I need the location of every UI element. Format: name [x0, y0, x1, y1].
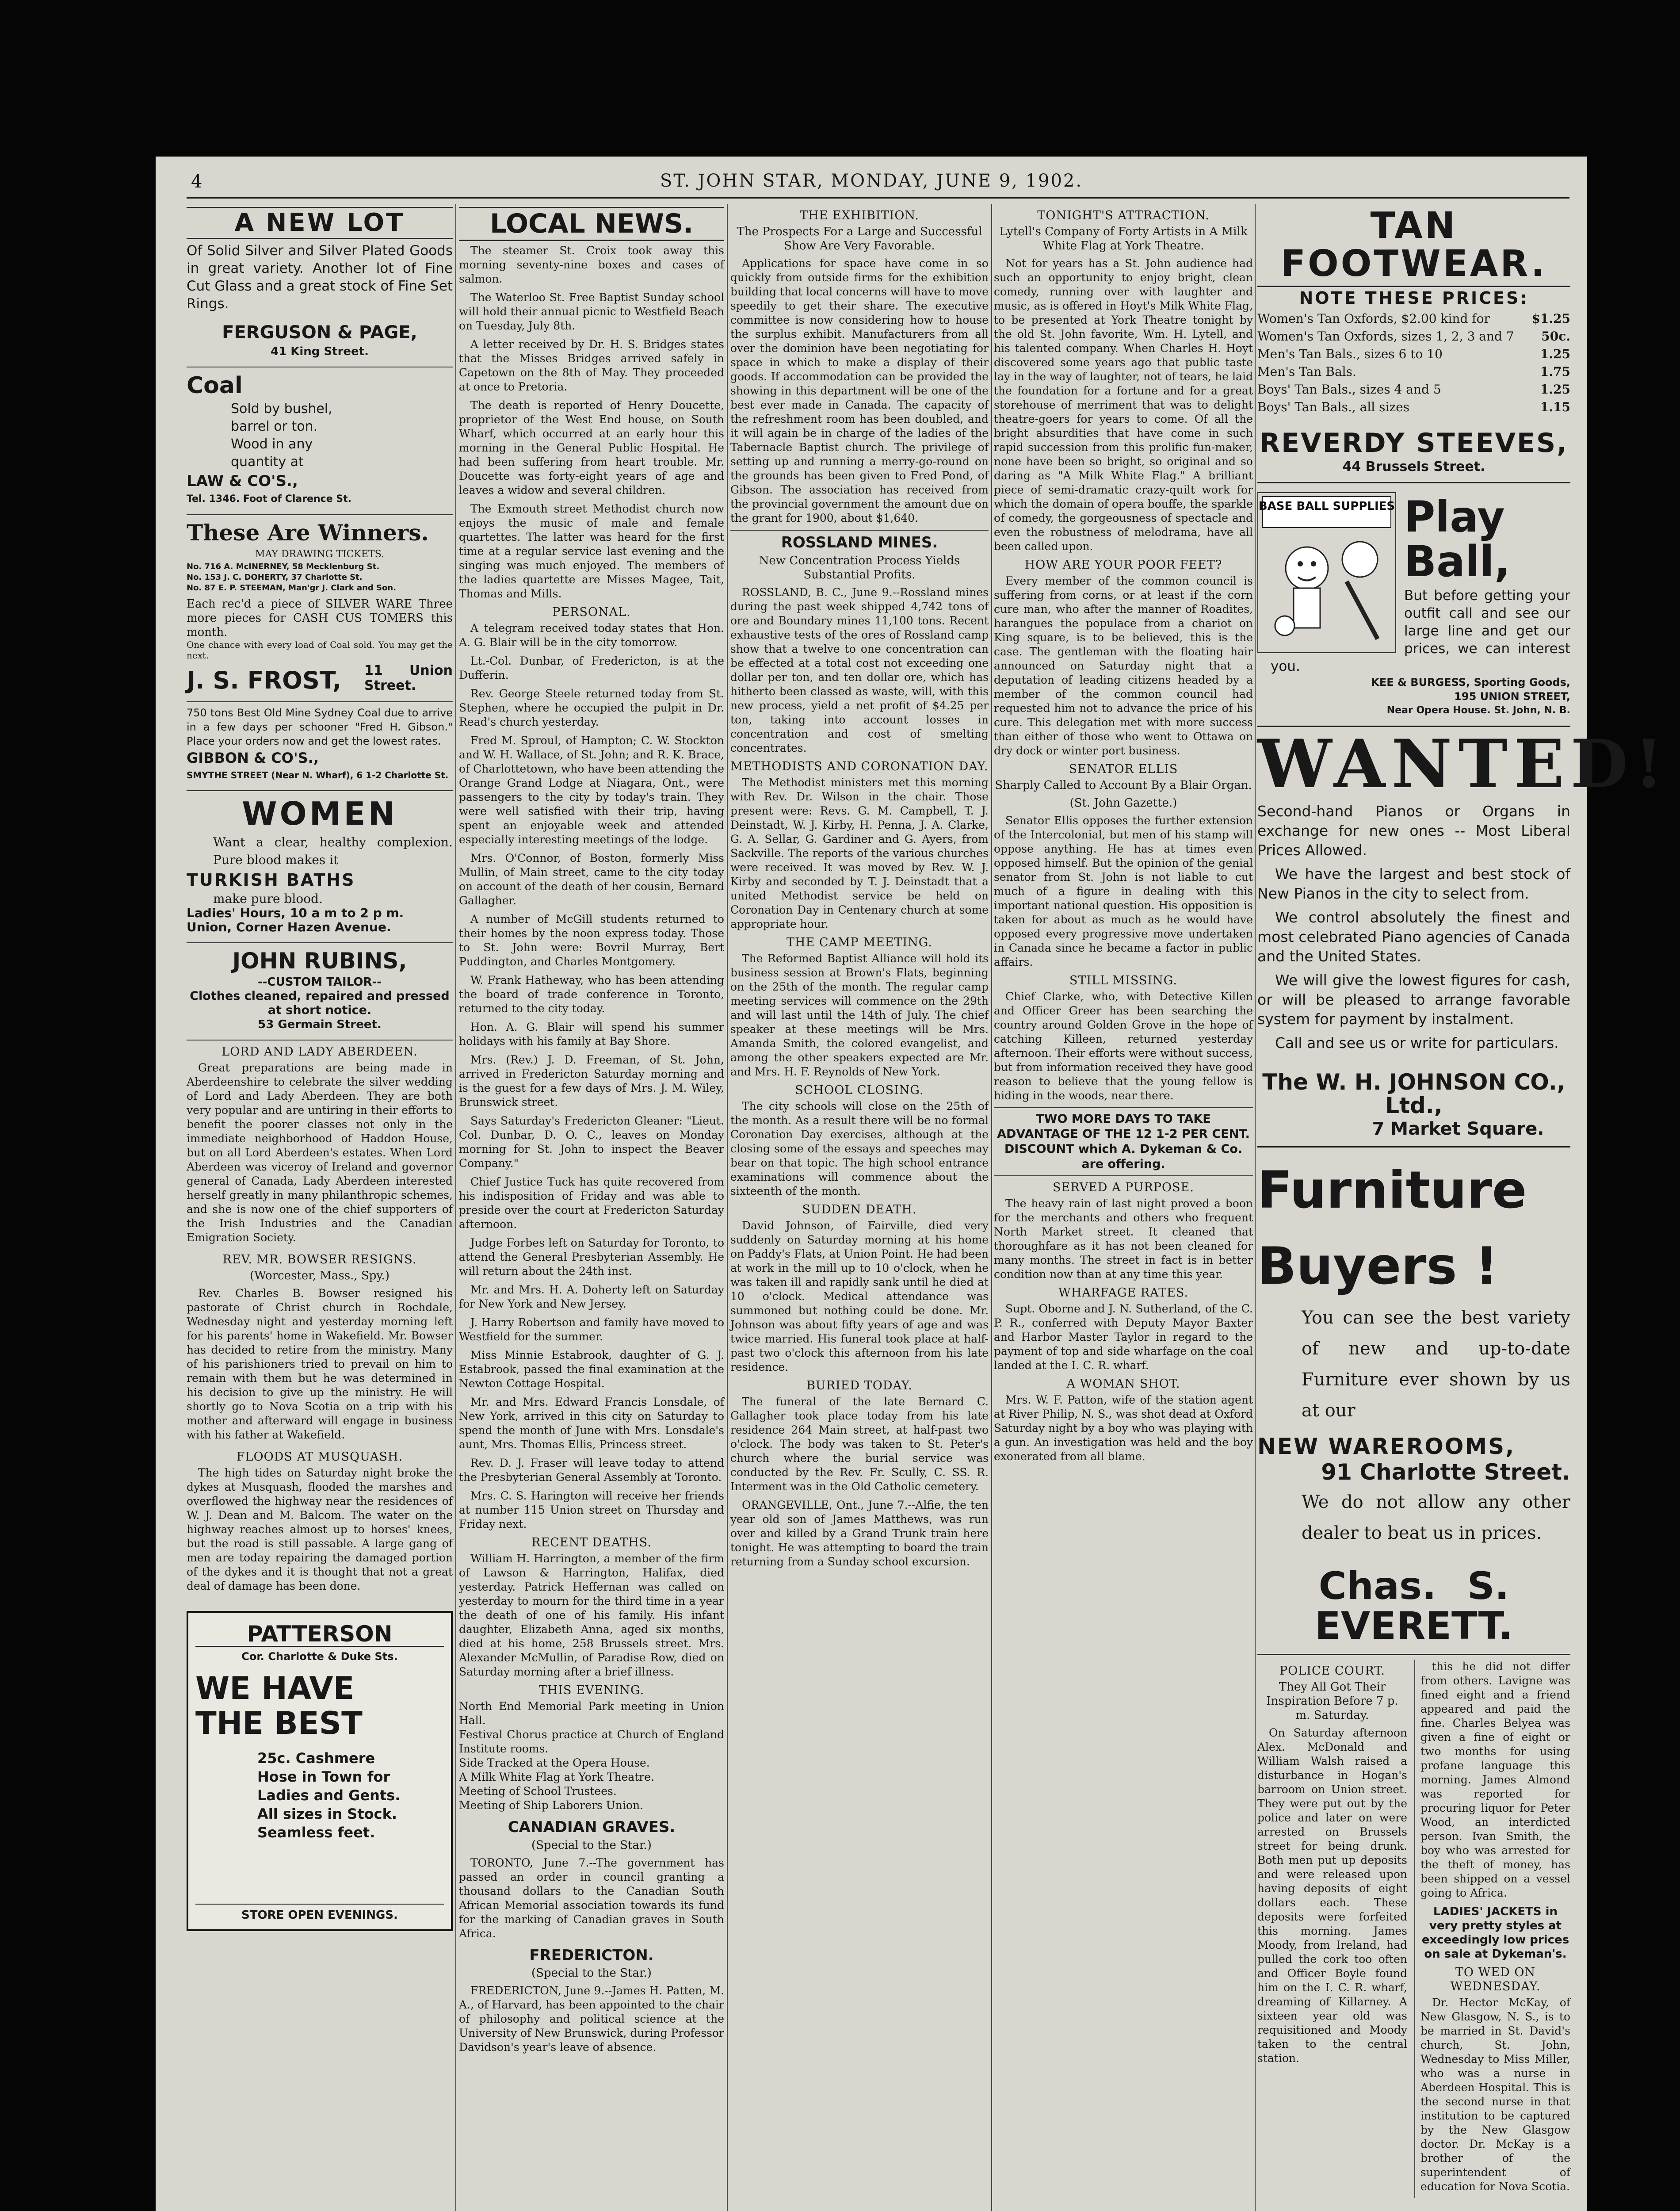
article-headline: SERVED A PURPOSE. — [1053, 1181, 1194, 1194]
ad-title: These Are Winners. — [187, 520, 429, 546]
article-source: (Worcester, Mass., Spy.) — [249, 1269, 390, 1283]
ticket-line: No. 716 A. McINERNEY, 58 Mecklenburg St. — [187, 562, 380, 571]
baseball-player-icon — [1258, 493, 1395, 652]
ad-body: You can see the best variety of new and up-to-date Furniture ever shown by us at our — [1302, 1307, 1570, 1421]
article-source: (St. John Gazette.) — [1069, 796, 1177, 810]
newspaper-page — [156, 157, 1670, 2211]
article-subhead: They All Got Their Inspiration Before 7 p. m. Saturday. — [1266, 1680, 1398, 1722]
article-body: Senator Ellis opposes the further extension of the Intercolonial, but men of his stamp will oppose anything. He has at times even opposed himself. But the opinion of the genial senator from St. John is not liable to cut much of a figure in dealing with this important national question. His opposition is taken for about as much as he would have opposed every progressive move undertaken in Canada since he became a factor in public affairs. — [994, 814, 1253, 968]
advertiser-name: REVERDY STEEVES, — [1259, 428, 1569, 459]
advertiser-address: 7 Market Square. — [1372, 1119, 1544, 1140]
price-row — [1257, 398, 1570, 416]
frost-line — [187, 663, 453, 693]
price-item: Women's Tan Oxfords, sizes 1, 2, 3 and 7 — [1257, 329, 1514, 344]
notice-discount: TWO MORE DAYS TO TAKE ADVANTAGE OF THE 12 1-2 PER CENT. DISCOUNT which A. Dykeman & Co. are offering. — [994, 1107, 1253, 1176]
ad-new-lot — [187, 207, 453, 359]
article-aberdeen — [187, 1040, 453, 1245]
ad-subtitle: --CUSTOM TAILOR-- — [257, 975, 382, 989]
evening-list — [459, 1699, 724, 1813]
personal-item: Says Saturday's Fredericton Gleaner: "Lieut. Col. Dunbar, D. O. C., leaves on Monday morning for St. John to inspect the Beaver Company." — [459, 1114, 724, 1170]
advertiser-name: PATTERSON — [195, 1622, 444, 1647]
price-item: Men's Tan Bals. — [1257, 364, 1356, 379]
ad-body: Clothes cleaned, repaired and pressed at short notice. — [190, 989, 450, 1018]
ad-body: But before getting your outfit call and see our large line and get our prices, we can interest you. — [1271, 587, 1570, 674]
advertiser-name: Chas. S. EVERETT. — [1315, 1564, 1513, 1649]
advertiser-address: 11 Union Street. — [364, 662, 453, 693]
ad-title: Buyers ! — [1257, 1236, 1498, 1296]
ad-body: Of Solid Silver and Silver Plated Goods in great variety. Another lot of Fine Cut Glass and a great stock of Fine Set Rings. — [187, 242, 453, 312]
article-body: this he did not differ from others. Lavigne was fined eight and a friend appeared and paid the fine. Charles Belyea was given a fine of eight or two months for using profane language this morning. James Almond was reported for procuring liquor for Peter Wood, an interdicted person. Ivan Smith, the boy who was arrested for the theft of money, has been shipped on a vessel going to Africa. — [1420, 1660, 1570, 1900]
ad-line: Sold by bushel, — [231, 401, 332, 417]
price-value: 1.25 — [1540, 382, 1570, 397]
article-headline: TONIGHT'S ATTRACTION. — [1037, 209, 1210, 222]
advertiser-address: 44 Brussels Street. — [1342, 459, 1485, 475]
article-body: David Johnson, of Fairville, died very suddenly on Saturday morning at his home on Paddy's Flats, at Union Point. He had been at work in the mill up to 10 o'clock, when he was taken ill and rapidly sank until he died at 10 o'clock. Medical attendance was summoned but nothing could be done. Mr. Johnson was about fifty years of age and was twice married. His funeral took place at half-past two o'clock this afternoon from his late residence. — [730, 1219, 989, 1373]
personal-item: W. Frank Hatheway, who has been attending the board of trade conference in Toronto, returned to the city today. — [459, 974, 724, 1015]
advertiser-address: Union, Corner Hazen Avenue. — [187, 919, 391, 934]
column-4 — [994, 204, 1253, 2211]
article-subhead: Lytell's Company of Forty Artists in A Milk White Flag at York Theatre. — [999, 225, 1248, 252]
ad-title: WANTED! — [1257, 725, 1670, 803]
advertiser-address: 195 UNION STREET, — [1454, 690, 1570, 703]
advertiser-address: 53 Germain Street. — [258, 1018, 382, 1032]
personal-item: A telegram received today states that Hon. A. G. Blair will be in the city tomorrow. — [459, 622, 724, 649]
personal-item: Rev. George Steele returned today from St. Stephen, where he occupied the pulpit in Dr. Read's church yesterday. — [459, 687, 724, 728]
article-body: TORONTO, June 7.--The government has passed an order in council granting a thousand dollars to the Canadian South African Memorial association towards its fund for the marking of Canadian graves in South Africa. — [459, 1856, 724, 1940]
news-item: The steamer St. Croix took away this morning seventy-nine boxes and cases of salmon. — [459, 244, 724, 285]
ad-line: 25c. Cashmere — [257, 1749, 375, 1767]
news-item: The death is reported of Henry Doucette, proprietor of the West End house, on South Wharf, which occurred at an early hour this morning in the General Public Hospital. He had been suffering from heart trouble. Mr. Doucette was forty-eight years of age and leaves a widow and several children. — [459, 399, 724, 497]
article-body: The heavy rain of last night proved a boon for the merchants and others who frequent North Market street. It cleaned that thoroughfare as it has not been cleaned for many months. The street in fact is in better condition now than at any time this year. — [994, 1197, 1253, 1281]
page-header — [156, 168, 1587, 195]
column-rule — [455, 204, 456, 2211]
advertiser-name: JOHN RUBINS, — [232, 948, 407, 974]
article-subhead: The Prospects For a Large and Successful Show Are Very Favorable. — [737, 225, 982, 252]
advertiser-address: Near Opera House. St. John, N. B. — [1386, 704, 1570, 716]
ad-line: Hose in Town for — [257, 1768, 390, 1785]
ad-sydney-coal — [187, 701, 453, 783]
evening-item: A Milk White Flag at York Theatre. — [459, 1771, 655, 1783]
article-body: Great preparations are being made in Aberdeenshire to celebrate the silver wedding of Lord and Lady Aberdeen. They are both very popular and are untiring in their efforts to benefit the poorer classes not only in the immediate neighborhood of Haddon House, but on all Lord Aberdeen's estates. When Lord Aberdeen was viceroy of Ireland and governor general of Canada, Lady Aberdeen interested herself greatly in many philanthropic schemes, and she is now one of the chief supporters of the Irish Industries and the Canadian Emigration Society. — [187, 1061, 453, 1244]
section-headline: RECENT DEATHS. — [531, 1536, 652, 1549]
article-body: The high tides on Saturday night broke the dykes at Musquash, flooded the marshes and overflowed the highway near the residences of W. J. Dean and M. Balcom. The water on the highway reaches almost up to horses' knees, but the road is still passable. A large gang of men are today repairing the damaged portion of the dykes and it is thought that not a great deal of damage has been done. — [187, 1466, 453, 1593]
ad-items — [195, 1749, 444, 1842]
ad-heading: NEW WAREROOMS, — [1257, 1433, 1516, 1459]
article-body: William H. Harrington, a member of the firm of Lawson & Harrington, Halifax, died yesterday. Patrick Heffernan was called on yesterday to mourn for the third time in a year the death of one of his family. His infant daughter, Elizabeth Anna, aged six months, died at his home, 258 Brussels street. Mrs. Alexander McMullin, of Paradise Row, died on Saturday morning after a brief illness. — [459, 1552, 724, 1678]
ad-body: Want a clear, healthy complexion. Pure blood makes it — [213, 834, 453, 867]
personal-item: Fred M. Sproul, of Hampton; C. W. Stockton and W. H. Wallace, of St. John; and R. K. Brace, of Charlottetown, who have been attending the Orange Grand Lodge at Niagara, Ont., were passengers to the city by today's train. They were well satisfied with their trip, having spent an enjoyable week and attended especially interesting meetings of the lodge. — [459, 734, 724, 846]
ad-footer: STORE OPEN EVENINGS. — [195, 1904, 444, 1922]
column-3 — [730, 204, 989, 2211]
illustration-label: BASE BALL SUPPLIES — [1258, 500, 1395, 513]
article-body: Rev. Charles B. Bowser resigned his pastorate of Christ church in Rochdale, Wednesday night and yesterday morning left for his parents' home in Wakefield. Mr. Bowser has decided to retire from the ministry. Many of his parishioners tried to prevail on him to remain with them but he was determined in his decision to give up the ministry. He will shortly go to Nova Scotia on a trip with his mother and afterward will engage in business with his father at Wakefield. — [187, 1287, 453, 1442]
personal-item: Miss Minnie Estabrook, daughter of G. J. Estabrook, passed the final examination at the Newton Cottage Hospital. — [459, 1349, 724, 1390]
article-headline: TO WED ON WEDNESDAY. — [1450, 1966, 1541, 1994]
ticket-list — [187, 562, 453, 593]
article-headline: SENATOR ELLIS — [1069, 762, 1178, 776]
advertiser-address: Tel. 1346. Foot of Clarence St. — [187, 493, 352, 505]
notice-jackets: LADIES' JACKETS in very pretty styles at exceedingly low prices on sale at Dykeman's. — [1421, 1905, 1569, 1961]
advertiser-address: 41 King Street. — [270, 344, 369, 358]
personal-item: Hon. A. G. Blair will spend his summer holidays with his family at Bay Shore. — [459, 1021, 724, 1048]
ad-heading: TURKISH BATHS — [187, 870, 355, 890]
ad-patterson — [187, 1611, 453, 1931]
price-item: Boys' Tan Bals., all sizes — [1257, 400, 1410, 415]
price-value: 1.75 — [1540, 364, 1570, 379]
ad-winners — [187, 514, 453, 693]
personal-item: J. Harry Robertson and family have moved to Westfield for the summer. — [459, 1316, 724, 1343]
ad-line: Ladies and Gents. — [257, 1786, 401, 1804]
evening-item: Meeting of Ship Laborers Union. — [459, 1799, 644, 1812]
ad-title: Furniture — [1257, 1160, 1527, 1220]
ad-body: We control absolutely the finest and most celebrated Piano agencies of Canada and the United States. — [1257, 909, 1570, 965]
personal-item: Mr. and Mrs. Edward Francis Lonsdale, of New York, arrived in this city on Saturday to spend the month of June with Mrs. Lonsdale's aunt, Mrs. Thomas Ellis, Princess street. — [459, 1396, 724, 1451]
price-row — [1257, 328, 1570, 345]
article-body: Every member of the common council is suffering from corns, or at least if the corn cure man, who after the manner of Roadites, harangues the populace from a chariot on King square, is to be believed, this is the case. The gentleman with the floating hair announced on Saturday night that a deputation of leading citizens headed by a member of the common council had requested him not to advance the price of his cure. This delegation met with more success than either of those who went to Ottawa on dry dock or winter port business. — [994, 574, 1253, 757]
price-row — [1257, 345, 1570, 363]
personal-item: Mr. and Mrs. H. A. Doherty left on Saturday for New York and New Jersey. — [459, 1283, 724, 1310]
bottom-news — [1257, 1654, 1570, 2198]
article-body: The funeral of the late Bernard C. Gallagher took place today from his late residence 264 Main street, at half-past two o'clock. The body was taken to St. Peter's church where the burial service was conducted by the Rev. Fr. Scully, C. SS. R. Interment was in the Old Catholic cemetery. — [730, 1395, 989, 1493]
article-body: Not for years has a St. John audience had such an opportunity to enjoy bright, clean comedy, running over with laughter and music, as is offered in Hoyt's Milk White Flag, to be presented at York Theatre tonight by the old St. John favorite, Wm. H. Lytell, and his talented company. When Charles H. Hoyt discovered some years ago that public taste lay in the way of laughter, not of tears, he laid the foundation for a fortune and for a great storehouse of merriment that was to delight theatre-goers for years to come. Of all the bright absurdities that have come in such rapid succession from this prolific fun-maker, none have been so bright, so original and so daring as "A Milk White Flag." A brilliant piece of semi-dramatic crazy-quilt work for which the domain of opera bouffe, the sparkle of comedy, the gorgeousness of spectacle and even the robustness of melodrama, have all been called upon. — [994, 257, 1253, 553]
ad-title: A NEW LOT — [187, 207, 453, 239]
column-2 — [459, 204, 724, 2211]
ad-coal — [187, 367, 453, 506]
ad-big-line: THE BEST — [195, 1705, 363, 1742]
article-body: Mrs. W. F. Patton, wife of the station agent at River Philip, N. S., was shot dead at Oxford Saturday night by a boy who was playing with a gun. An investigation was held and the boy exonerated from all blame. — [994, 1393, 1253, 1463]
ad-title: Coal — [187, 372, 243, 399]
section-title: LOCAL NEWS. — [459, 207, 724, 241]
article-body: ORANGEVILLE, Ont., June 7.--Alfie, the ten year old son of James Matthews, was run over and killed by a Grand Trunk train here tonight. He was attempting to board the train returning from a Sunday school excursion. — [730, 1498, 989, 1568]
column-1 — [187, 204, 453, 2211]
article-headline: METHODISTS AND CORONATION DAY. — [730, 759, 989, 773]
advertiser-name: The W. H. JOHNSON CO., Ltd., — [1262, 1069, 1565, 1118]
ad-line: barrel or ton. — [231, 419, 318, 435]
ad-note: One chance with every load of Coal sold. You may get the next. — [187, 639, 453, 661]
ad-subtitle: MAY DRAWING TICKETS. — [255, 548, 384, 560]
article-headline: THE EXHIBITION. — [800, 209, 919, 222]
ad-furniture — [1257, 1146, 1570, 1649]
article-headline: SUDDEN DEATH. — [802, 1202, 917, 1216]
article-headline: POLICE COURT. — [1279, 1664, 1385, 1678]
article-headline: LORD AND LADY ABERDEEN. — [221, 1045, 418, 1059]
column-rule — [1255, 204, 1256, 2211]
personal-item: Judge Forbes left on Saturday for Toronto, to attend the General Presbyterian Assembly. He will return about the 24th inst. — [459, 1236, 724, 1278]
news-item: The Exmouth street Methodist church now enjoys the music of male and female quartettes. The latter was heard for the first time at a regular service last evening and the singing was much enjoyed. The members of the ladies quartette are Misses Magee, Tait, Thomas and Mills. — [459, 502, 724, 600]
ad-body: We will give the lowest figures for cash, or will be pleased to arrange favorable system for payment by instalment. — [1257, 972, 1570, 1028]
advertiser-name: KEE & BURGESS, Sporting Goods, — [1371, 676, 1570, 689]
ad-title: WOMEN — [242, 795, 397, 833]
ad-title: Play Ball, — [1404, 492, 1511, 586]
ad-body: Call and see us or write for particulars. — [1275, 1034, 1559, 1052]
personal-item: Mrs. C. S. Harington will receive her friends at number 115 Union street on Thursday and Friday next. — [459, 1489, 724, 1530]
article-headline: FLOODS AT MUSQUASH. — [236, 1450, 403, 1464]
price-value: 1.25 — [1540, 347, 1570, 362]
ticket-line: No. 87 E. P. STEEMAN, Man'gr J. Clark and Son. — [187, 583, 397, 593]
ad-title: TAN FOOTWEAR. — [1257, 207, 1570, 287]
ad-hours: Ladies' Hours, 10 a m to 2 p m. — [187, 905, 404, 920]
ad-body: We have the largest and best stock of New Pianos in the city to select from. — [1257, 865, 1570, 903]
article-body: The Methodist ministers met this morning with Rev. Dr. Wilson in the chair. Those present were: Revs. G. M. Campbell, T. J. Deinstadt, W. J. Kirby, H. Penna, J. A. Clarke, G. A. Sellar, G. Gardiner and G. Ayers, from Sackville. The reports of the various churches were received. It was moved by Rev. W. J. Kirby and seconded by T. J. Deinstadt that a united Methodist service be held on Coronation Day in Centenary church at some appropriate hour. — [730, 776, 989, 930]
ad-body: Each rec'd a piece of SILVER WARE Three more pieces for CASH CUS TOMERS this month. — [187, 597, 453, 639]
column-rule — [727, 204, 728, 2211]
baseball-player-illustration — [1257, 492, 1396, 653]
price-value: 50c. — [1541, 329, 1570, 344]
article-body: The city schools will close on the 25th of the month. As a result there will be no formal Coronation Day exercises, although at the closing some of the essays and speeches may bear on that topic. The high school entrance examinations will commence about the sixteenth of the month. — [730, 1099, 989, 1197]
personal-item: A number of McGill students returned to their homes by the noon express today. Those to St. John were: Bovril Murray, Bert Puddington, and Charles Montgomery. — [459, 913, 724, 968]
article-body: On Saturday afternoon Alex. McDonald and William Walsh raised a disturbance in Hogan's barroom on Union street. They were put out by the police and later on were arrested on Brussels street for being drunk. Both men put up deposits and were released upon having deposits of eight dollars each. These deposits were forfeited this morning. James Moody, from Ireland, had pulled the cork too often and Officer Boyle found him on the I. C. R. wharf, dreaming of Killarney. A sixteen year old was requisitioned and Moody taken to the central station. — [1257, 1726, 1407, 2065]
article-source: (Special to the Star.) — [531, 1838, 652, 1852]
article-headline: CANADIAN GRAVES. — [508, 1818, 676, 1836]
ad-body — [187, 400, 453, 471]
advertiser-name: J. S. FROST, — [187, 666, 342, 694]
evening-item: North End Memorial Park meeting in Union Hall. — [459, 1700, 724, 1727]
ad-lead: Second-hand Pianos or Organs in exchange for new ones -- Most Liberal Prices Allowed. — [1257, 803, 1570, 859]
advertiser-name: LAW & CO'S., — [187, 472, 298, 490]
price-item: Boys' Tan Bals., sizes 4 and 5 — [1257, 382, 1441, 397]
ad-wanted — [1257, 725, 1670, 1140]
article-police — [1257, 1660, 1407, 2198]
ad-line: Seamless feet. — [257, 1824, 375, 1841]
ad-body: We do not allow any other dealer to beat us in prices. — [1302, 1492, 1570, 1543]
article-headline: FREDERICTON. — [529, 1946, 654, 1964]
personal-item: Mrs. O'Connor, of Boston, formerly Miss Mullin, of Main street, came to the city today on account of the death of her cousin, Bernard Gallagher. — [459, 852, 724, 907]
evening-item: Side Tracked at the Opera House. — [459, 1756, 650, 1769]
ad-women — [187, 790, 453, 934]
price-row — [1257, 363, 1570, 381]
section-headline: THIS EVENING. — [538, 1683, 645, 1697]
evening-item: Festival Chorus practice at Church of England Institute rooms. — [459, 1728, 724, 1755]
price-value: 1.15 — [1540, 400, 1570, 415]
article-body: FREDERICTON, June 9.--James H. Patten, M. A., of Harvard, has been appointed to the chair of philosophy and political science at the University of New Brunswick, during Professor Davidson's year's leave of absence. — [459, 1984, 724, 2054]
article-headline: STILL MISSING. — [1069, 974, 1177, 987]
ad-rubins — [187, 942, 453, 1032]
article-police-cont — [1414, 1660, 1570, 2198]
article-headline: SCHOOL CLOSING. — [795, 1083, 924, 1097]
article-bowser — [187, 1253, 453, 1442]
section-headline: PERSONAL. — [552, 605, 631, 619]
ad-subtitle: NOTE THESE PRICES: — [1299, 288, 1529, 308]
price-item: Women's Tan Oxfords, $2.00 kind for — [1257, 311, 1490, 326]
ticket-line: No. 153 J. C. DOHERTY, 37 Charlotte St. — [187, 572, 363, 582]
article-body: ROSSLAND, B. C., June 9.--Rossland mines during the past week shipped 4,742 tons of ore and Boundary mines 11,100 tons. Recent exhaustive tests of the ores of Rossland camp show that a twelve to one concentration can be effected at a total cost not exceeding one dollar per ton, and ten dollar ore, which has hitherto been classed as waste, will, with this new process, yield a net profit of $4.25 per ton, taking into account losses in concentration and cost of smelting concentrates. — [730, 585, 989, 754]
article-headline: WHARFAGE RATES. — [1058, 1286, 1189, 1300]
personal-item: Rev. D. J. Fraser will leave today to attend the Presbyterian General Assembly at Toronto. — [459, 1457, 724, 1484]
ad-body: 750 tons Best Old Mine Sydney Coal due to arrive in a few days per schooner "Fred H. Gibson." Place your orders now and get the lowest rates. — [187, 706, 453, 747]
price-item: Men's Tan Bals., sizes 6 to 10 — [1257, 347, 1443, 362]
advertiser-address: SMYTHE STREET (Near N. Wharf), 6 1-2 Charlotte St. — [187, 770, 449, 781]
ad-base-ball — [1257, 482, 1570, 718]
ad-body: make pure blood. — [213, 891, 323, 906]
article-body: Applications for space have come in so quickly from outside firms for the exhibition building that local concerns will have to move speedily to get their share. The executive committee is now considering how to house the surplus exhibit. Manufacturers from all over the dominion have been negotiating for space in which to make a display of their goods. If accommodation can be provided the showing in this department will be one of the best ever made in Canada. The capacity of the refreshment room has been doubled, and it will again be in charge of the ladies of the Tabernacle Baptist church. The privilege of setting up and running a merry-go-round on the grounds has been given to Fred Pond, of Gibson. The association has received from the provincial government the amount due on the grant for 1900, about $1,640. — [730, 257, 989, 524]
column-rule — [991, 204, 992, 2211]
article-musquash — [187, 1450, 453, 1593]
masthead: ST. JOHN STAR, MONDAY, JUNE 9, 1902. — [660, 171, 1083, 191]
article-headline: A WOMAN SHOT. — [1066, 1377, 1180, 1391]
personal-item: Lt.-Col. Dunbar, of Fredericton, is at the Dufferin. — [459, 654, 724, 681]
advertiser-name: FERGUSON & PAGE, — [222, 322, 417, 343]
article-headline: ROSSLAND MINES. — [730, 530, 989, 551]
evening-item: Meeting of School Trustees. — [459, 1785, 617, 1798]
header-rule — [187, 197, 1569, 199]
price-row — [1257, 381, 1570, 398]
ad-tan-footwear — [1257, 207, 1570, 474]
personal-item: Chief Justice Tuck has quite recovered from his indisposition of Friday and was able to preside over the court at Fredericton Saturday afternoon. — [459, 1175, 724, 1231]
article-headline: THE CAMP MEETING. — [787, 935, 932, 949]
column-5 — [1257, 204, 1670, 2211]
news-item: A letter received by Dr. H. S. Bridges states that the Misses Bridges arrived safely in Capetown on the 8th of May. They proceeded at once to Pretoria. — [459, 338, 724, 393]
news-item: The Waterloo St. Free Baptist Sunday school will hold their annual picnic to Westfield Beach on Tuesday, July 8th. — [459, 291, 724, 332]
personal-item: Mrs. (Rev.) J. D. Freeman, of St. John, arrived in Fredericton Saturday morning and is the guest for a few days of Mrs. J. M. Wiley, Brunswick street. — [459, 1053, 724, 1109]
article-subhead: New Concentration Process Yields Substantial Profits. — [759, 554, 960, 581]
article-body: Dr. Hector McKay, of New Glasgow, N. S., is to be married in St. David's church, St. John, Wednesday to Miss Miller, who was a nurse in Aberdeen Hospital. This is the second nurse in that institution to be captured by the New Glasgow doctor. Dr. McKay is a brother of the superintendent of education for Nova Scotia. — [1420, 1996, 1570, 2193]
page-number: 4 — [191, 172, 202, 192]
article-body: The Reformed Baptist Alliance will hold its business session at Brown's Flats, beginning on the 25th of the month. The regular camp meeting services will commence on the 29th and will last until the 14th of July. The chief speaker at these meetings will be Mrs. Amanda Smith, the colored evangelist, and among the other speakers expected are Mr. and Mrs. H. F. Reynolds of New York. — [730, 952, 989, 1078]
advertiser-address: Cor. Charlotte & Duke Sts. — [241, 1650, 398, 1663]
article-headline: REV. MR. BOWSER RESIGNS. — [222, 1253, 417, 1267]
advertiser-name: GIBBON & CO'S., — [187, 749, 319, 766]
ad-line: All sizes in Stock. — [257, 1805, 397, 1822]
ad-big-line: WE HAVE — [195, 1670, 355, 1706]
price-row — [1257, 310, 1570, 328]
article-headline: BURIED TODAY. — [806, 1378, 913, 1392]
article-subhead: Sharply Called to Account By a Blair Organ. — [995, 779, 1252, 792]
article-headline: HOW ARE YOUR POOR FEET? — [1024, 558, 1222, 572]
article-source: (Special to the Star.) — [531, 1966, 652, 1980]
price-value: $1.25 — [1531, 311, 1570, 326]
article-body: Supt. Oborne and J. N. Sutherland, of the C. P. R., conferred with Deputy Mayor Baxter and Harbor Master Taylor in regard to the payment of top and side wharfage on the coal landed at the I. C. R. wharf. — [994, 1302, 1253, 1372]
article-body: Chief Clarke, who, with Detective Killen and Officer Greer has been searching the country around Golden Grove in the hope of catching Killeen, returned yesterday afternoon. Their efforts were without success, but from information received they have good reason to believe that the young fellow is hiding in the woods, near there. — [994, 990, 1253, 1102]
advertiser-address: 91 Charlotte Street. — [1321, 1459, 1570, 1485]
ad-line: quantity at — [231, 454, 304, 470]
ad-line: Wood in any — [231, 436, 313, 452]
